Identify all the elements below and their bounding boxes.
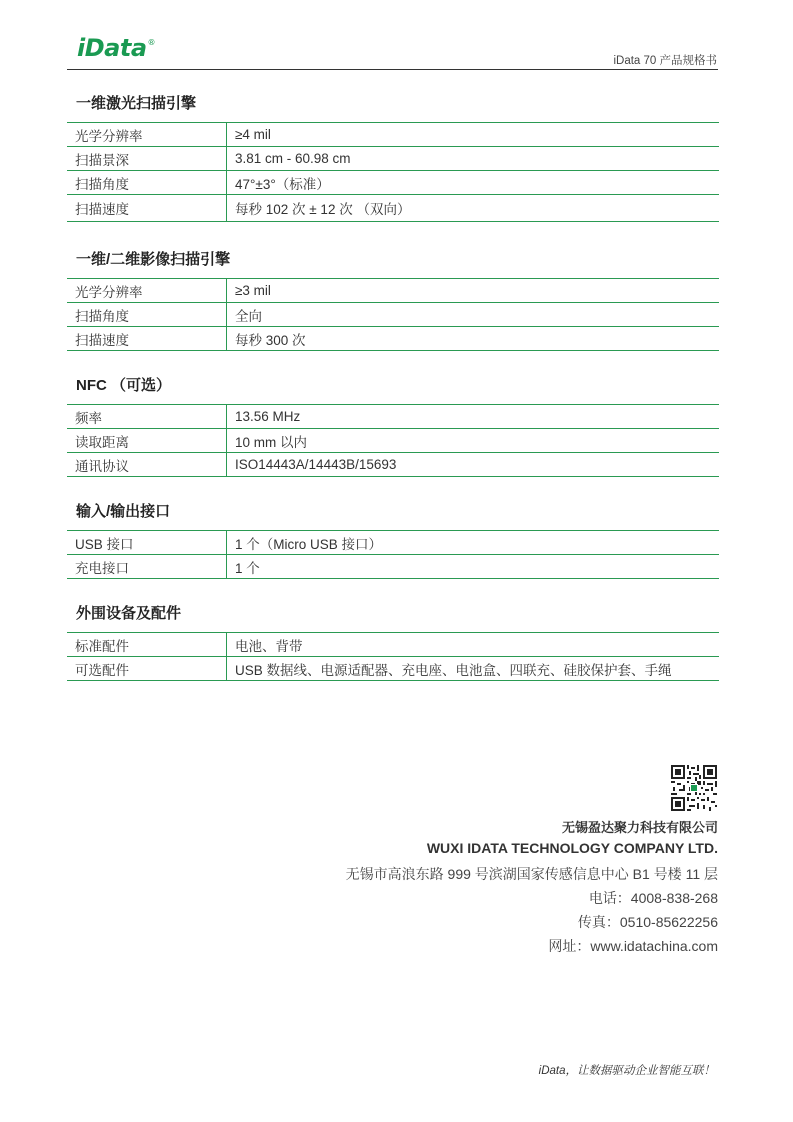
spec-table-io-ports (67, 530, 719, 579)
table-row (67, 327, 719, 351)
spec-label: 扫描景深 (67, 147, 227, 171)
table-row (67, 147, 719, 171)
table-row (67, 279, 719, 303)
spec-value: 3.81 cm - 60.98 cm (227, 147, 720, 171)
idata-logo (77, 34, 155, 62)
spec-label: 读取距离 (67, 429, 227, 453)
spec-value: 47°±3°（标准） (227, 171, 720, 195)
table-row (67, 405, 719, 429)
logo-text: iData (77, 34, 147, 62)
table-row (67, 453, 719, 477)
header-divider (67, 69, 718, 70)
spec-value: ISO14443A/14443B/15693 (227, 453, 720, 477)
spec-value: USB 数据线、电源适配器、充电座、电池盒、四联充、硅胶保护套、手绳 (227, 657, 720, 681)
table-row (67, 171, 719, 195)
spec-label: 扫描速度 (67, 195, 227, 222)
document-title: iData 70 产品规格书 (613, 55, 717, 67)
table-row (67, 657, 719, 681)
company-name-cn: 无锡盈达聚力科技有限公司 (561, 820, 718, 835)
spec-label: USB 接口 (67, 531, 227, 555)
table-row (67, 555, 719, 579)
qr-code-icon (671, 765, 717, 811)
spec-table-imager-engine (67, 278, 719, 351)
section-title-accessories: 外围设备及配件 (76, 605, 182, 622)
spec-value: 1 个（Micro USB 接口） (227, 531, 720, 555)
spec-table-laser-engine (67, 122, 719, 222)
spec-value: 全向 (227, 303, 720, 327)
spec-label: 光学分辨率 (67, 279, 227, 303)
spec-value: 每秒 102 次 ± 12 次 （双向） (227, 195, 720, 222)
spec-label: 标准配件 (67, 633, 227, 657)
spec-label: 可选配件 (67, 657, 227, 681)
section-title-imager-engine: 一维/二维影像扫描引擎 (76, 251, 231, 268)
table-row (67, 195, 719, 222)
footer-slogan: iData，让数据驱动企业智能互联！ (538, 1065, 715, 1077)
company-fax: 传真：0510-85622256 (577, 914, 718, 930)
table-row (67, 429, 719, 453)
spec-value: 电池、背带 (227, 633, 720, 657)
company-website: 网址：www.idatachina.com (548, 938, 718, 954)
section-title-io-ports: 输入/输出接口 (76, 503, 171, 520)
spec-label: 频率 (67, 405, 227, 429)
spec-label: 通讯协议 (67, 453, 227, 477)
section-title-laser-engine: 一维激光扫描引擎 (76, 95, 197, 112)
spec-value: 13.56 MHz (227, 405, 720, 429)
company-name-en: WUXI IDATA TECHNOLOGY COMPANY LTD. (426, 840, 718, 856)
spec-label: 光学分辨率 (67, 123, 227, 147)
spec-value: ≥4 mil (227, 123, 720, 147)
spec-table-accessories (67, 632, 719, 681)
spec-value: 10 mm 以内 (227, 429, 720, 453)
table-row (67, 633, 719, 657)
company-phone: 电话：4008-838-268 (588, 890, 718, 906)
spec-label: 扫描角度 (67, 303, 227, 327)
spec-label: 充电接口 (67, 555, 227, 579)
company-address: 无锡市高浪东路 999 号滨湖国家传感信息中心 B1 号楼 11 层 (345, 866, 718, 882)
registered-mark: ® (147, 38, 156, 47)
table-row (67, 303, 719, 327)
spec-table-nfc (67, 404, 719, 477)
table-row (67, 123, 719, 147)
spec-value: 每秒 300 次 (227, 327, 720, 351)
table-row (67, 531, 719, 555)
spec-value: ≥3 mil (227, 279, 720, 303)
spec-label: 扫描角度 (67, 171, 227, 195)
spec-label: 扫描速度 (67, 327, 227, 351)
spec-value: 1 个 (227, 555, 720, 579)
section-title-nfc: NFC （可选） (76, 377, 171, 394)
